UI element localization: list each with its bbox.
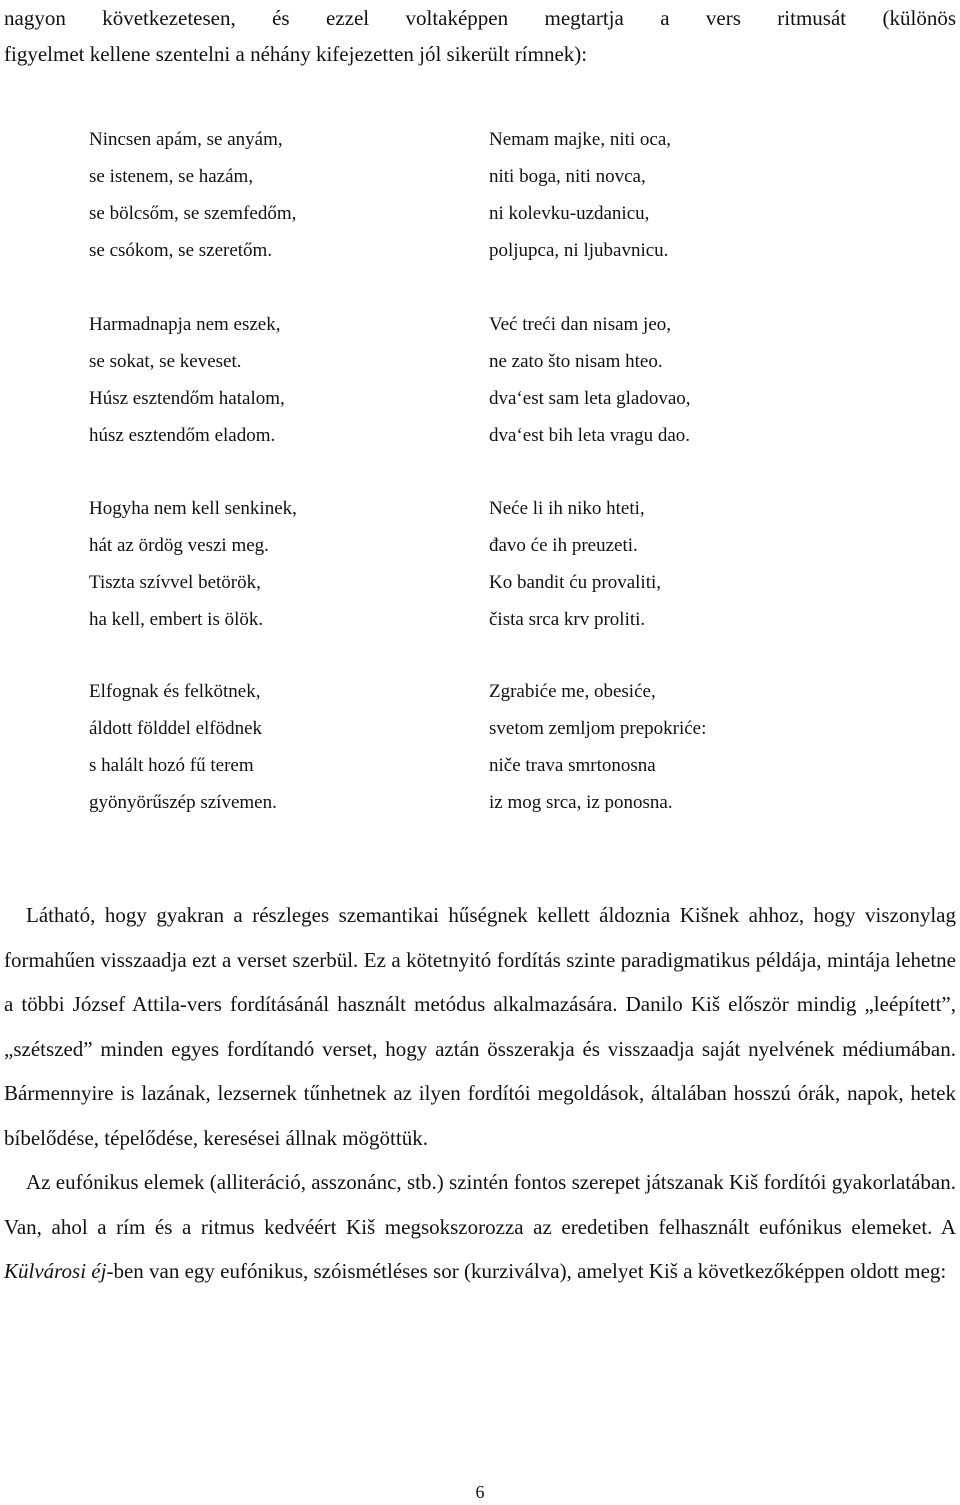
stanza-1-serbian bbox=[489, 121, 671, 269]
verse-line: Ko bandit ću provaliti, bbox=[489, 572, 662, 593]
verse-line: čista srca krv proliti. bbox=[489, 609, 646, 630]
verse-line: se istenem, se hazám, bbox=[89, 166, 254, 187]
verse-line: svetom zemljom prepokriće: bbox=[489, 718, 707, 739]
verse-line: Nincsen apám, se anyám, bbox=[89, 129, 283, 150]
stanza-2-hungarian bbox=[89, 306, 285, 454]
verse-line: Zgrabiće me, obesiće, bbox=[489, 681, 656, 702]
verse-line: niče trava smrtonosna bbox=[489, 755, 656, 776]
verse-line: poljupca, ni ljubavnicu. bbox=[489, 240, 669, 261]
verse-line: se sokat, se keveset. bbox=[89, 351, 242, 372]
body-paragraph-1: Látható, hogy gyakran a részleges szemantikai hűségnek kellett áldoznia Kišnek ahhoz, hogy viszonylag formahűen visszaadja ezt a verset szerbül. Ez a kötetnyitó fordítás szinte paradigmatikus példája, mintája lehetne a többi József Attila-vers fordításánál használt metódus alkalmazására. Danilo Kiš először mindig „leépített”, „szétszed” minden egyes fordítandó verset, hogy aztán összerakja és visszaadja saját nyelvének médiumában. Bármennyire is lazának, lezsernek tűnhetnek az ilyen fordítói megoldások, általában hosszú órák, napok, hetek bíbelődése, tépelődése, keresései állnak mögöttük. bbox=[4, 903, 956, 1150]
verse-line: se csókom, se szeretőm. bbox=[89, 240, 273, 261]
verse-line: húsz esztendőm eladom. bbox=[89, 425, 276, 446]
poem-title-italic: Külvárosi éj bbox=[4, 1259, 107, 1283]
intro-paragraph bbox=[4, 0, 956, 72]
verse-line: Húsz esztendőm hatalom, bbox=[89, 388, 285, 409]
body-paragraph-2-text-end: -ben van egy eufónikus, szóismétléses sor (kurziválva), amelyet Kiš a következőképpen oldott meg: bbox=[106, 1259, 947, 1283]
body-paragraph-2 bbox=[4, 1160, 956, 1294]
stanza-2-serbian bbox=[489, 306, 691, 454]
verse-line: hát az ördög veszi meg. bbox=[89, 535, 269, 556]
verse-line: ne zato što nisam hteo. bbox=[489, 351, 663, 372]
verse-line: Već treći dan nisam jeo, bbox=[489, 314, 672, 335]
body-text bbox=[4, 893, 956, 1294]
verse-line: Harmadnapja nem eszek, bbox=[89, 314, 281, 335]
verse-line: đavo će ih preuzeti. bbox=[489, 535, 638, 556]
page-number: 6 bbox=[475, 1482, 485, 1502]
verse-line: niti boga, niti novca, bbox=[489, 166, 646, 187]
body-paragraph-2-text: Az eufónikus elemek (alliteráció, asszonánc, stb.) szintén fontos szerepet játszanak Kiš fordítói gyakorlatában. Van, ahol a rím és a ritmus kedvéért Kiš megsokszorozza az eredetiben felhasznált eufónikus elemeket. A bbox=[4, 1170, 956, 1239]
verse-line: dva‘est sam leta gladovao, bbox=[489, 388, 691, 409]
stanza-4-hungarian bbox=[89, 673, 277, 821]
verse-line: Elfognak és felkötnek, bbox=[89, 681, 261, 702]
verse-line: ni kolevku-uzdanicu, bbox=[489, 203, 650, 224]
stanza-3-serbian bbox=[489, 490, 661, 638]
verse-line: Tiszta szívvel betörök, bbox=[89, 572, 261, 593]
stanza-4-serbian bbox=[489, 673, 706, 821]
verse-line: Hogyha nem kell senkinek, bbox=[89, 498, 297, 519]
verse-line: gyönyörűszép szívemen. bbox=[89, 792, 277, 813]
intro-line-1: nagyon következetesen, és ezzel voltaképpen megtartja a vers ritmusát (különös bbox=[4, 6, 956, 30]
intro-line-2: figyelmet kellene szentelni a néhány kifejezetten jól sikerült rímnek): bbox=[4, 42, 588, 66]
verse-line: Nemam majke, niti oca, bbox=[489, 129, 672, 150]
verse-line: s halált hozó fű terem bbox=[89, 755, 254, 776]
verse-line: Neće li ih niko hteti, bbox=[489, 498, 645, 519]
verse-line: se bölcsőm, se szemfedőm, bbox=[89, 203, 297, 224]
verse-line: áldott földdel elfödnek bbox=[89, 718, 263, 739]
stanza-3-hungarian bbox=[89, 490, 297, 638]
verse-line: iz mog srca, iz ponosna. bbox=[489, 792, 673, 813]
verse-line: ha kell, embert is ölök. bbox=[89, 609, 264, 630]
verse-line: dva‘est bih leta vragu dao. bbox=[489, 425, 691, 446]
stanza-1-hungarian bbox=[89, 121, 296, 269]
